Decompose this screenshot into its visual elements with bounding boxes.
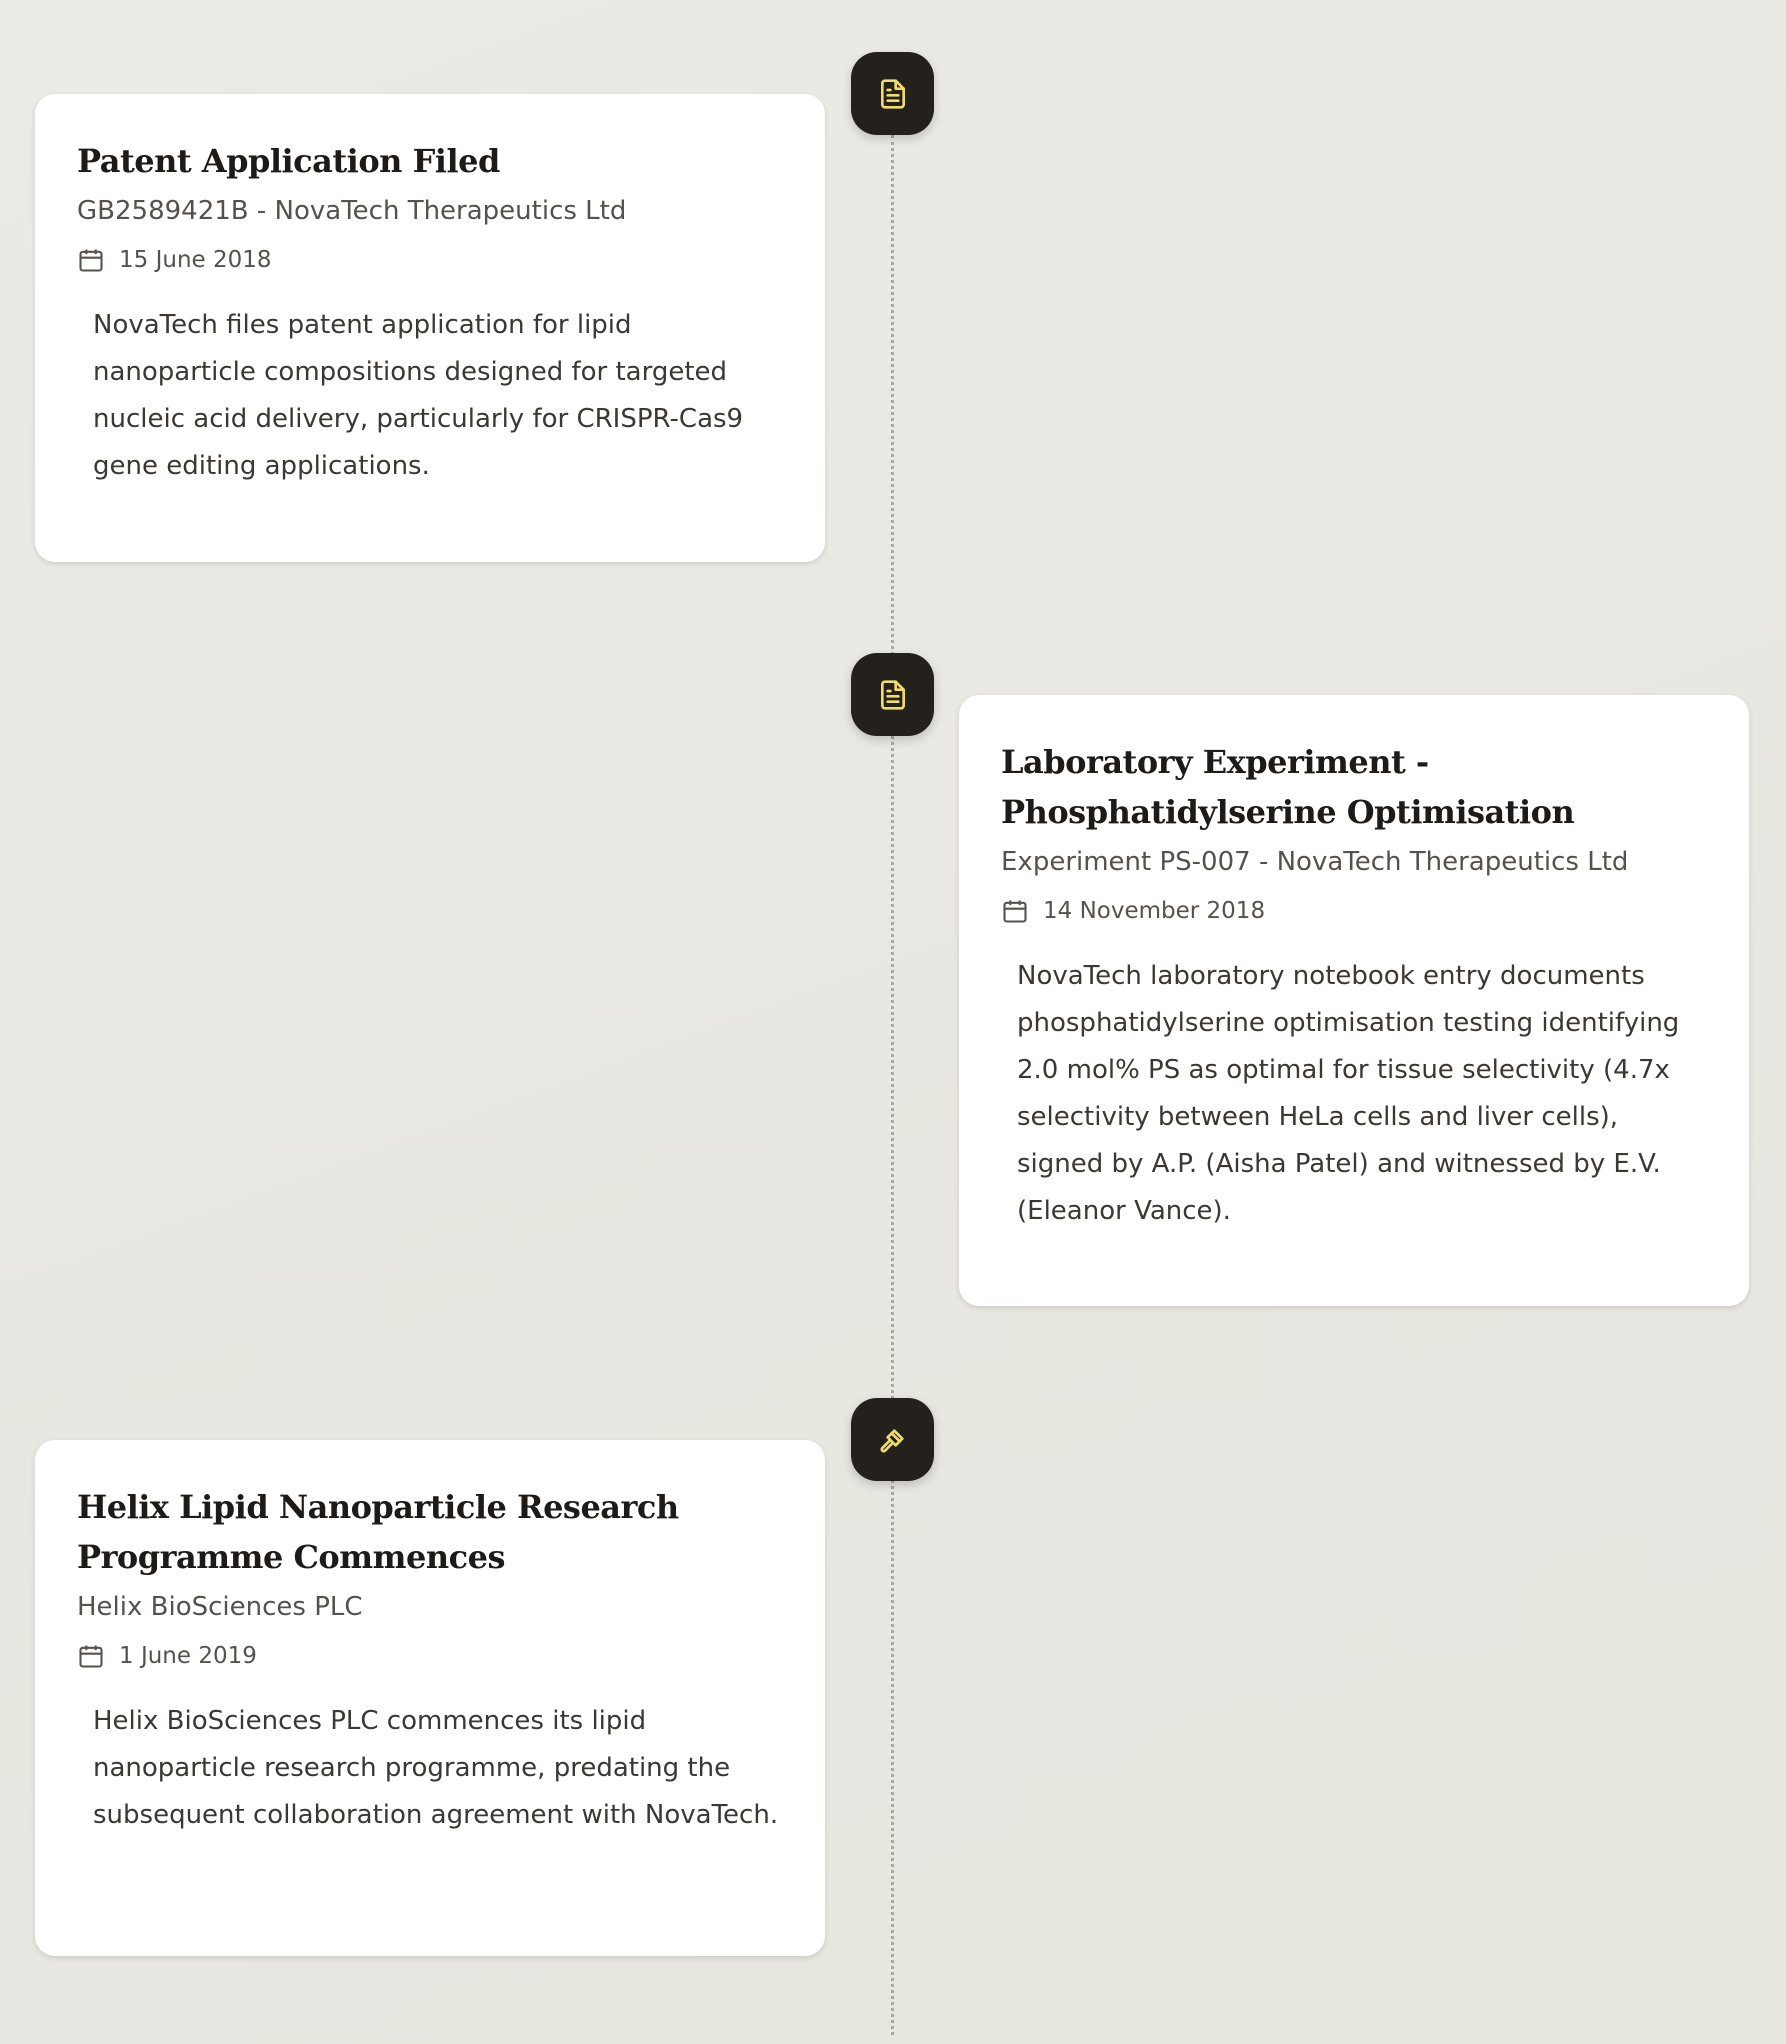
calendar-icon [1001,897,1029,925]
event-date-text: 15 June 2018 [119,247,272,273]
event-title: Laboratory Experiment - Phosphatidylserine Optimisation [1001,743,1575,831]
event-date-text: 14 November 2018 [1043,898,1266,924]
event-date-text: 1 June 2019 [119,1643,257,1669]
timeline-line [891,135,894,2035]
event-subtitle: Helix BioSciences PLC [77,1592,363,1622]
timeline-marker [851,653,934,736]
gavel-icon [877,1424,909,1456]
event-title: Patent Application Filed [77,142,500,180]
event-date [77,246,783,274]
document-icon [877,78,909,110]
timeline-marker [851,52,934,135]
event-subtitle: Experiment PS-007 - NovaTech Therapeutics Ltd [1001,847,1629,877]
timeline-marker [851,1398,934,1481]
document-icon [877,679,909,711]
event-description: NovaTech files patent application for lipid nanoparticle compositions designed for targeted nucleic acid delivery, particularly for CRISPR-Cas9 gene editing applications. [93,310,744,481]
event-description: NovaTech laboratory notebook entry documents phosphatidylserine optimisation testing identifying 2.0 mol% PS as optimal for tissue selectivity (4.7x selectivity between HeLa cells and liver cells), signed by A.P. (Aisha Patel) and witnessed by E.V. (Eleanor Vance). [1017,961,1680,1226]
event-date [77,1642,783,1670]
event-subtitle: GB2589421B - NovaTech Therapeutics Ltd [77,196,627,226]
timeline-card [35,1440,825,1956]
event-title: Helix Lipid Nanoparticle Research Programme Commences [77,1488,679,1576]
calendar-icon [77,246,105,274]
event-description: Helix BioSciences PLC commences its lipid nanoparticle research programme, predating the subsequent collaboration agreement with NovaTech. [93,1706,779,1830]
event-date [1001,897,1707,925]
timeline-card [35,94,825,562]
calendar-icon [77,1642,105,1670]
timeline-card [959,695,1749,1306]
